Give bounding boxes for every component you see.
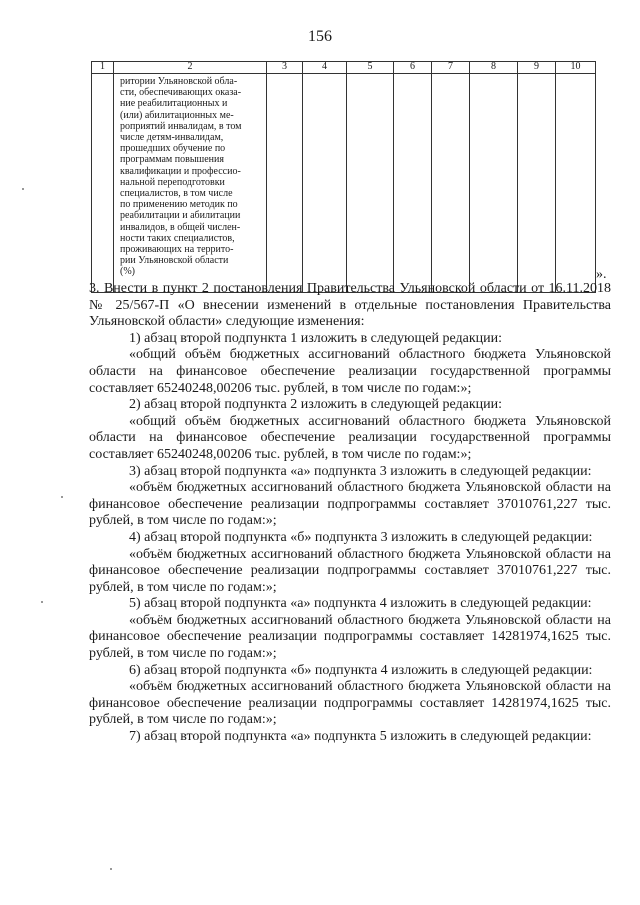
closing-quote: ». — [596, 267, 607, 282]
table-row — [92, 74, 596, 293]
table-cell-empty — [518, 74, 556, 293]
table-header-cell: 4 — [303, 62, 347, 74]
table-header-cell: 3 — [267, 62, 303, 74]
paragraph: «объём бюджетных ассигнований областного бюджета Ульяновской области на финансовое обеспечение реализации подпрограммы составляет 37010761,227 тыс. рублей, в том числе по годам:»; — [89, 546, 611, 595]
table-header-cell: 2 — [114, 62, 267, 74]
table-header-cell: 5 — [347, 62, 394, 74]
table-cell-description — [114, 74, 267, 293]
page-number: 156 — [308, 28, 332, 45]
paragraph: 4) абзац второй подпункта «б» подпункта 3 изложить в следующей редакции: — [129, 529, 593, 545]
table-header-cell: 1 — [92, 62, 114, 74]
paragraph: «объём бюджетных ассигнований областного бюджета Ульяновской области на финансовое обеспечение реализации подпрограммы составляет 37010761,227 тыс. рублей, в том числе по годам:»; — [89, 480, 611, 529]
paragraph: 6) абзац второй подпункта «б» подпункта 4 изложить в следующей редакции: — [129, 662, 593, 678]
paragraph: «объём бюджетных ассигнований областного бюджета Ульяновской области на финансовое обеспечение реализации подпрограммы составляет 14281974,1625 тыс. рублей, в том числе по годам:»; — [89, 612, 611, 662]
paragraph: 3. Внести в пункт 2 постановления Правительства Ульяновской области от 16.11.2018 № 25/567-П «О внесении изменений в отдельные постановления Правительства Ульяновской области» следующие изменения: — [89, 281, 611, 330]
table-cell-empty — [92, 74, 114, 293]
table-cell-empty — [556, 74, 596, 293]
table-cell-empty — [470, 74, 518, 293]
scan-speck — [41, 601, 43, 603]
paragraph: 2) абзац второй подпункта 2 изложить в следующей редакции: — [129, 397, 503, 413]
paragraph: «объём бюджетных ассигнований областного бюджета Ульяновской области на финансовое обеспечение реализации подпрограммы составляет 14281974,1625 тыс. рублей, в том числе по годам:»; — [89, 679, 611, 728]
table-header-cell: 7 — [432, 62, 470, 74]
scan-speck — [110, 868, 112, 870]
indicator-table — [91, 61, 596, 293]
table-cell-empty — [303, 74, 347, 293]
table-header-cell: 10 — [556, 62, 596, 74]
paragraph: 5) абзац второй подпункта «а» подпункта 4 изложить в следующей редакции: — [129, 596, 592, 612]
scan-speck — [22, 188, 24, 190]
table-cell-empty — [347, 74, 394, 293]
paragraph: «общий объём бюджетных ассигнований областного бюджета Ульяновской области на финансовое обеспечение реализации государственной программы составляет 65240248,00206 тыс. рублей, в том числе по годам:»; — [89, 347, 611, 396]
paragraph: 3) абзац второй подпункта «а» подпункта 3 изложить в следующей редакции: — [129, 463, 592, 479]
paragraph: 7) абзац второй подпункта «а» подпункта 5 изложить в следующей редакции: — [129, 729, 592, 745]
table-cell-empty — [267, 74, 303, 293]
table-cell-empty — [432, 74, 470, 293]
table-header-row — [92, 62, 596, 74]
table-header-cell: 9 — [518, 62, 556, 74]
indicator-description: ритории Ульяновской обла- сти, обеспечивающих оказа- ние реабилитационных и (или) абилитационных ме- роприятий инвалидам, в том числе детям-инвалидам, прошедших обучение по программам повышения квалификации и профессио- нальной переподготовки специалистов, в том числе по применению методик по реабилитации и абилитации инвалидов, в общей числен- ности таких специалистов, проживающих на террито- рии Ульяновской области (%) — [120, 76, 242, 278]
scan-speck — [61, 496, 63, 498]
table-header-cell: 8 — [470, 62, 518, 74]
table-cell-empty — [394, 74, 432, 293]
document-body — [89, 281, 611, 746]
paragraph: «общий объём бюджетных ассигнований областного бюджета Ульяновской области на финансовое обеспечение реализации государственной программы составляет 65240248,00206 тыс. рублей, в том числе по годам:»; — [89, 413, 611, 462]
table-header-cell: 6 — [394, 62, 432, 74]
paragraph: 1) абзац второй подпункта 1 изложить в следующей редакции: — [129, 330, 503, 346]
